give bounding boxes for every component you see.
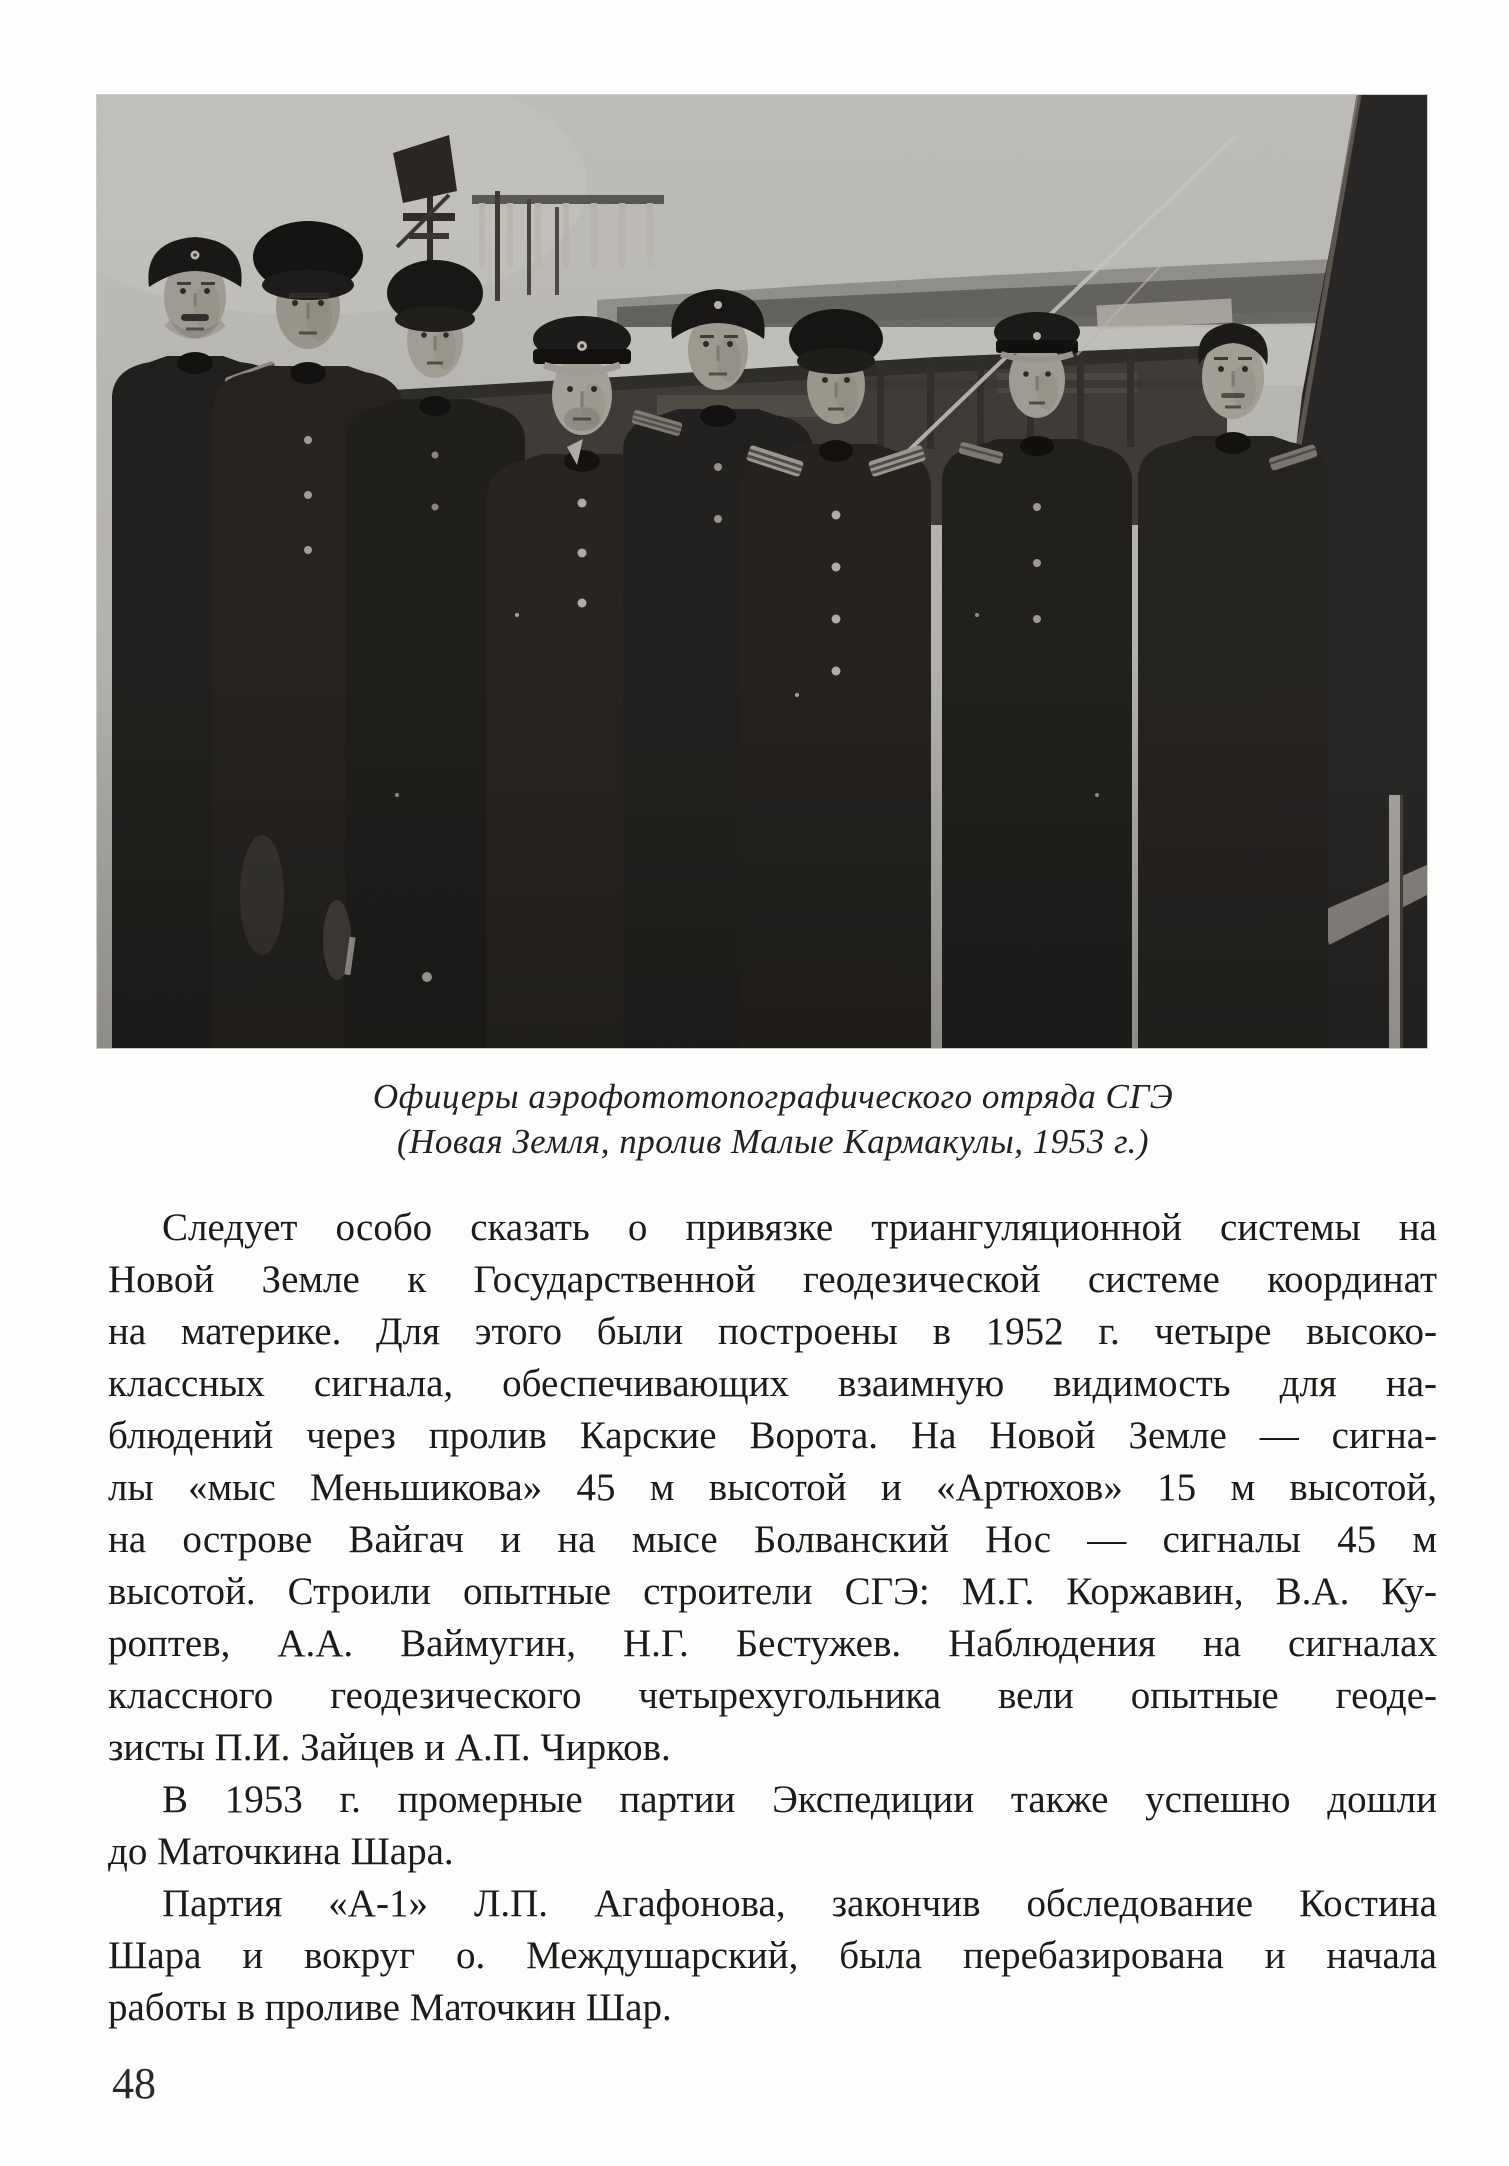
body-line: Шара и вокруг о. Междушарский, была перебазирована и начала	[108, 1934, 1437, 1977]
body-line: роптев, А.А. Ваймугин, Н.Г. Бестужев. Наблюдения на сигналах	[108, 1622, 1437, 1665]
body-text	[108, 1202, 1437, 2034]
body-line: классных сигнала, обеспечивающих взаимную видимость для на-	[108, 1362, 1437, 1405]
body-line: Следует особо сказать о привязке триангуляционной системы на	[162, 1206, 1437, 1249]
body-line: зисты П.И. Зайцев и А.П. Чирков.	[108, 1726, 671, 1769]
body-line: лы «мыс Меньшикова» 45 м высотой и «Артюхов» 15 м высотой,	[108, 1466, 1437, 1509]
body-line: Новой Земле к Государственной геодезической системе координат	[108, 1258, 1437, 1301]
page-number: 48	[112, 2059, 156, 2108]
body-line: Партия «А-1» Л.П. Агафонова, закончив обследование Костина	[162, 1882, 1437, 1925]
body-line: высотой. Строили опытные строители СГЭ: М.Г. Коржавин, В.А. Ку-	[108, 1570, 1437, 1613]
body-line: до Маточкина Шара.	[108, 1830, 454, 1873]
photograph-art	[97, 95, 1427, 1048]
body-line: блюдений через пролив Карские Ворота. На Новой Земле — сигна-	[108, 1414, 1437, 1457]
body-line: В 1953 г. промерные партии Экспедиции также успешно дошли	[162, 1778, 1437, 1821]
figure-caption	[108, 1074, 1438, 1164]
caption-line-1: Офицеры аэрофототопографического отряда СГЭ	[372, 1077, 1174, 1116]
caption-line-2: (Новая Земля, пролив Малые Кармакулы, 1953 г.)	[396, 1122, 1150, 1161]
body-line: классного геодезического четырехугольника вели опытные геоде-	[108, 1674, 1437, 1717]
body-line: на материке. Для этого были построены в 1952 г. четыре высоко-	[108, 1310, 1437, 1353]
body-line: на острове Вайгач и на мысе Болванский Нос — сигналы 45 м	[108, 1518, 1437, 1561]
body-line: работы в проливе Маточкин Шар.	[108, 1986, 672, 2029]
photograph	[97, 95, 1427, 1048]
